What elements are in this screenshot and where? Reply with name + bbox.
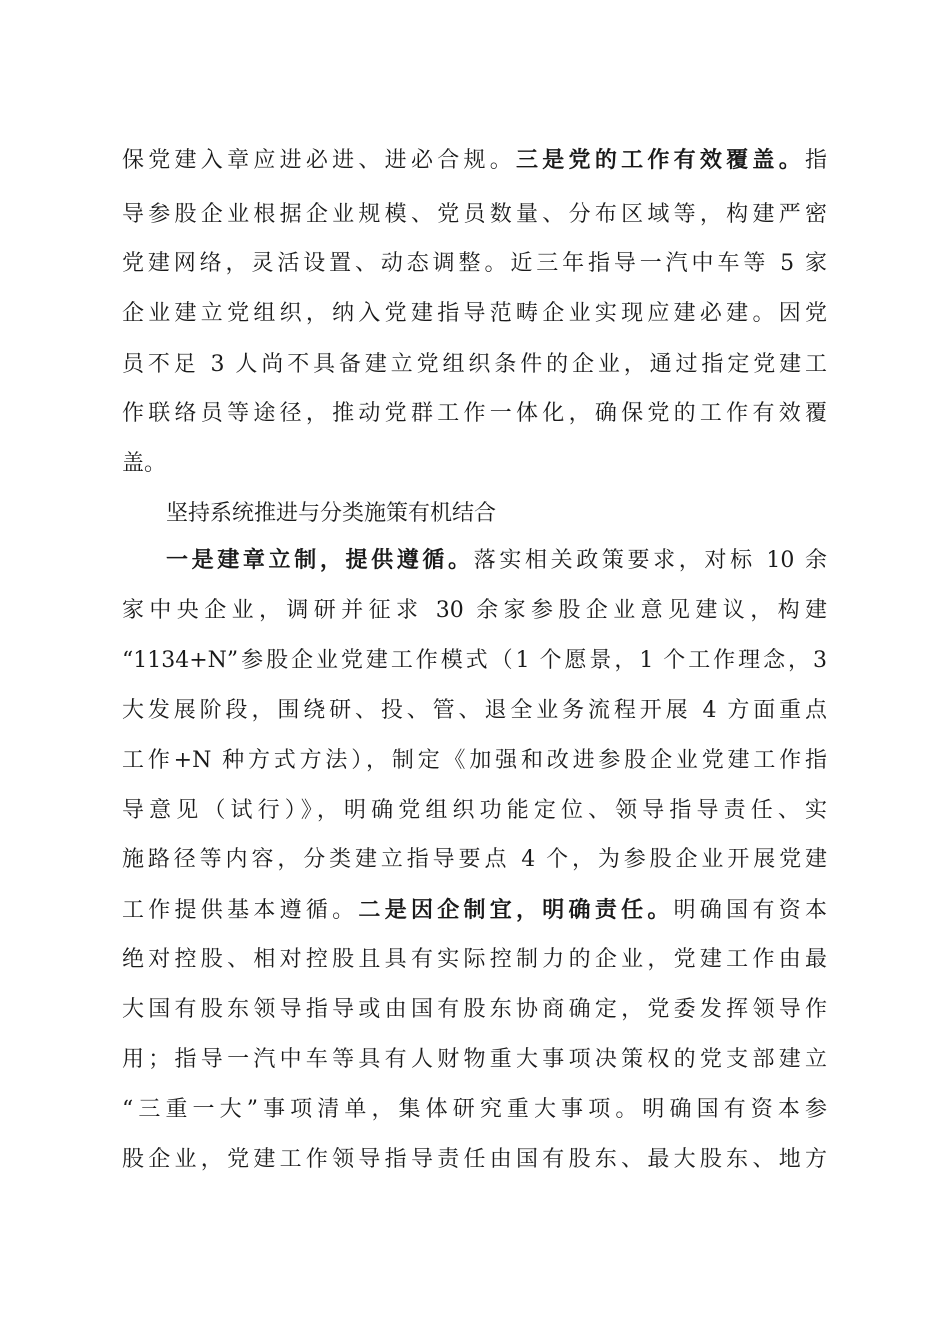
text-line: 员不足 3 人尚不具备建立党组织条件的企业，通过指定党建工: [122, 352, 827, 377]
text-run: 工作提供基本遵循。: [122, 898, 359, 923]
text-line: 作联络员等途径，推动党群工作一体化，确保党的工作有效覆: [122, 401, 827, 426]
text-line: 股企业，党建工作领导指导责任由国有股东、最大股东、地方: [122, 1147, 827, 1172]
text-line: 绝对控股、相对控股且具有实际控制力的企业，党建工作由最: [122, 947, 827, 972]
text-line: [122, 890, 827, 930]
section-heading: 坚持系统推进与分类施策有机结合: [166, 501, 497, 526]
text-line: 大发展阶段，围绕研、投、管、退全业务流程开展 4 方面重点: [122, 698, 827, 723]
text-line: 导参股企业根据企业规模、党员数量、分布区域等，构建严密: [122, 202, 827, 227]
bold-lead: 三是党的工作有效覆盖。: [516, 147, 805, 173]
text-line: 大国有股东领导指导或由国有股东协商确定，党委发挥领导作: [122, 997, 827, 1022]
text-run: 保党建入章应进必进、进必合规。: [122, 148, 517, 173]
text-line: “1134+N”参股企业党建工作模式（1 个愿景，1 个工作理念，3: [122, 648, 827, 673]
text-run: 明确国有资本: [673, 898, 827, 923]
text-run: 指: [804, 148, 827, 173]
text-line: 盖。: [122, 451, 167, 476]
text-line: 党建网络，灵活设置、动态调整。近三年指导一汽中车等 5 家: [122, 251, 827, 276]
text-line: 施路径等内容，分类建立指导要点 4 个，为参股企业开展党建: [122, 847, 827, 872]
text-line: [166, 540, 827, 580]
bold-lead: 一是建章立制，提供遵循。: [166, 547, 474, 573]
text-line: 工作+N 种方式方法），制定《加强和改进参股企业党建工作指: [122, 748, 827, 773]
text-line: “三重一大”事项清单，集体研究重大事项。明确国有资本参: [122, 1097, 827, 1122]
text-run: 落实相关政策要求，对标 10 余: [473, 548, 827, 573]
text-line: 企业建立党组织，纳入党建指导范畴企业实现应建必建。因党: [122, 301, 827, 326]
text-line: [122, 140, 827, 180]
text-line: 导意见（试行）》，明确党组织功能定位、领导指导责任、实: [122, 798, 827, 823]
text-line: 用；指导一汽中车等具有人财物重大事项决策权的党支部建立: [122, 1047, 827, 1072]
bold-lead: 二是因企制宜，明确责任。: [358, 897, 674, 923]
text-line: 家中央企业，调研并征求 30 余家参股企业意见建议，构建: [122, 598, 827, 623]
